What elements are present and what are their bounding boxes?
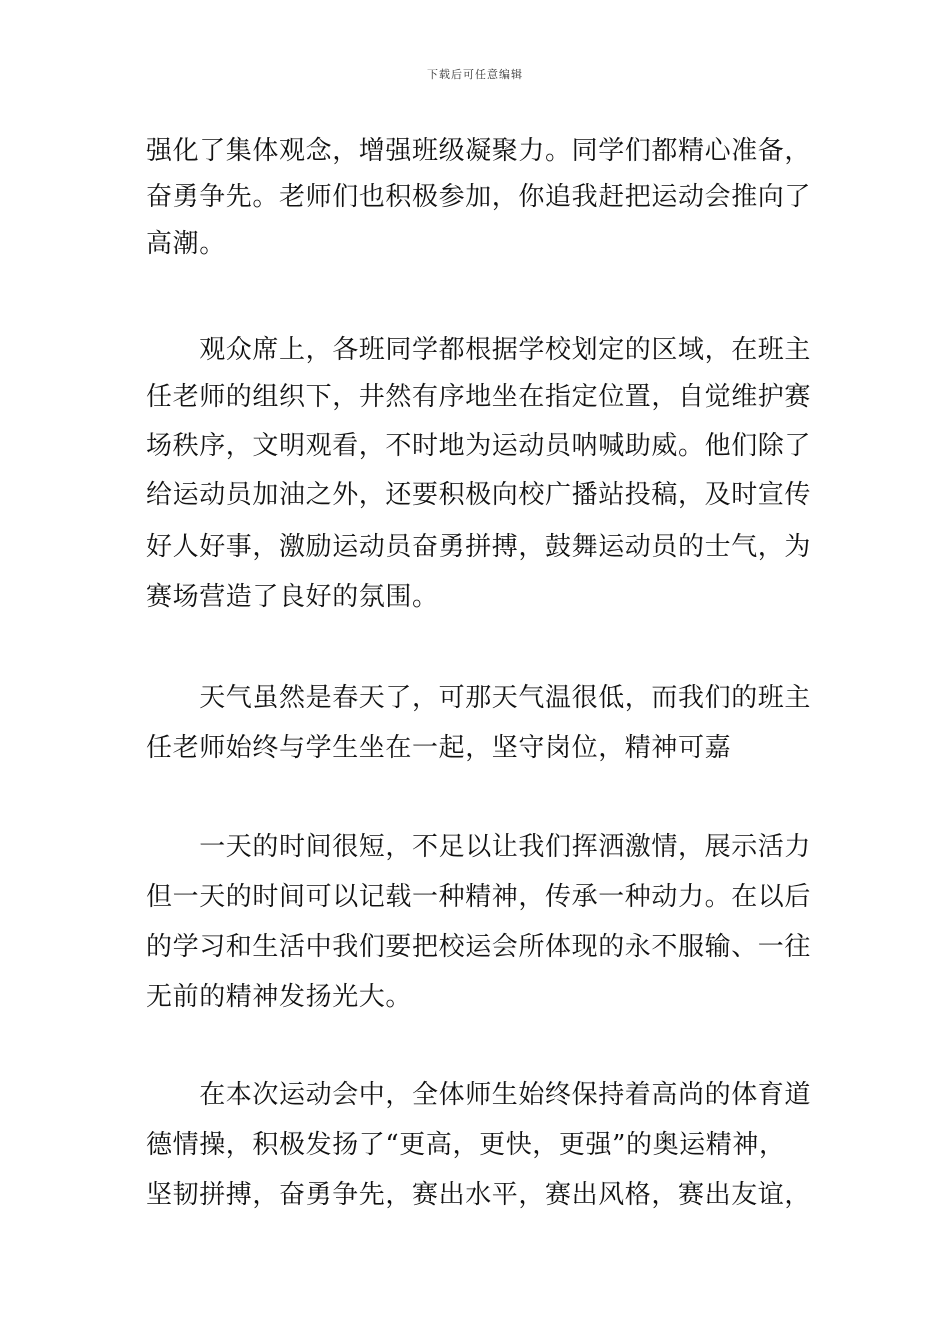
text-line: 坚韧拼搏，奋勇争先，赛出水平，赛出风格，赛出友谊， xyxy=(146,1180,812,1210)
text-line: 一天的时间很短，不足以让我们挥洒激情，展示活力 xyxy=(146,832,812,862)
text-line: 场秩序，文明观看，不时地为运动员呐喊助威。他们除了 xyxy=(146,431,812,461)
text-line: 奋勇争先。老师们也积极参加，你追我赶把运动会推向了 xyxy=(146,182,812,212)
text-line: 的学习和生活中我们要把校运会所体现的永不服输、一往 xyxy=(146,932,812,962)
text-line: 任老师始终与学生坐在一起，坚守岗位，精神可嘉 xyxy=(146,733,732,763)
text-line: 德情操，积极发扬了“更高，更快，更强”的奥运精神， xyxy=(146,1130,786,1160)
text-line: 给运动员加油之外，还要积极向校广播站投稿，及时宣传 xyxy=(146,480,812,510)
text-line: 任老师的组织下，井然有序地坐在指定位置，自觉维护赛 xyxy=(146,382,812,412)
text-line: 好人好事，激励运动员奋勇拼搏，鼓舞运动员的士气，为 xyxy=(146,532,812,562)
text-line: 无前的精神发扬光大。 xyxy=(146,982,413,1012)
page-header-note: 下载后可任意编辑 xyxy=(427,68,523,81)
text-line: 赛场营造了良好的氛围。 xyxy=(146,582,439,612)
text-line: 高潮。 xyxy=(146,229,226,259)
text-line: 观众席上，各班同学都根据学校划定的区域，在班主 xyxy=(146,335,812,365)
text-line: 在本次运动会中，全体师生始终保持着高尚的体育道 xyxy=(146,1080,812,1110)
text-line: 天气虽然是春天了，可那天气温很低，而我们的班主 xyxy=(146,683,812,713)
text-line: 强化了集体观念，增强班级凝聚力。同学们都精心准备， xyxy=(146,136,812,166)
text-line: 但一天的时间可以记载一种精神，传承一种动力。在以后 xyxy=(146,882,812,912)
